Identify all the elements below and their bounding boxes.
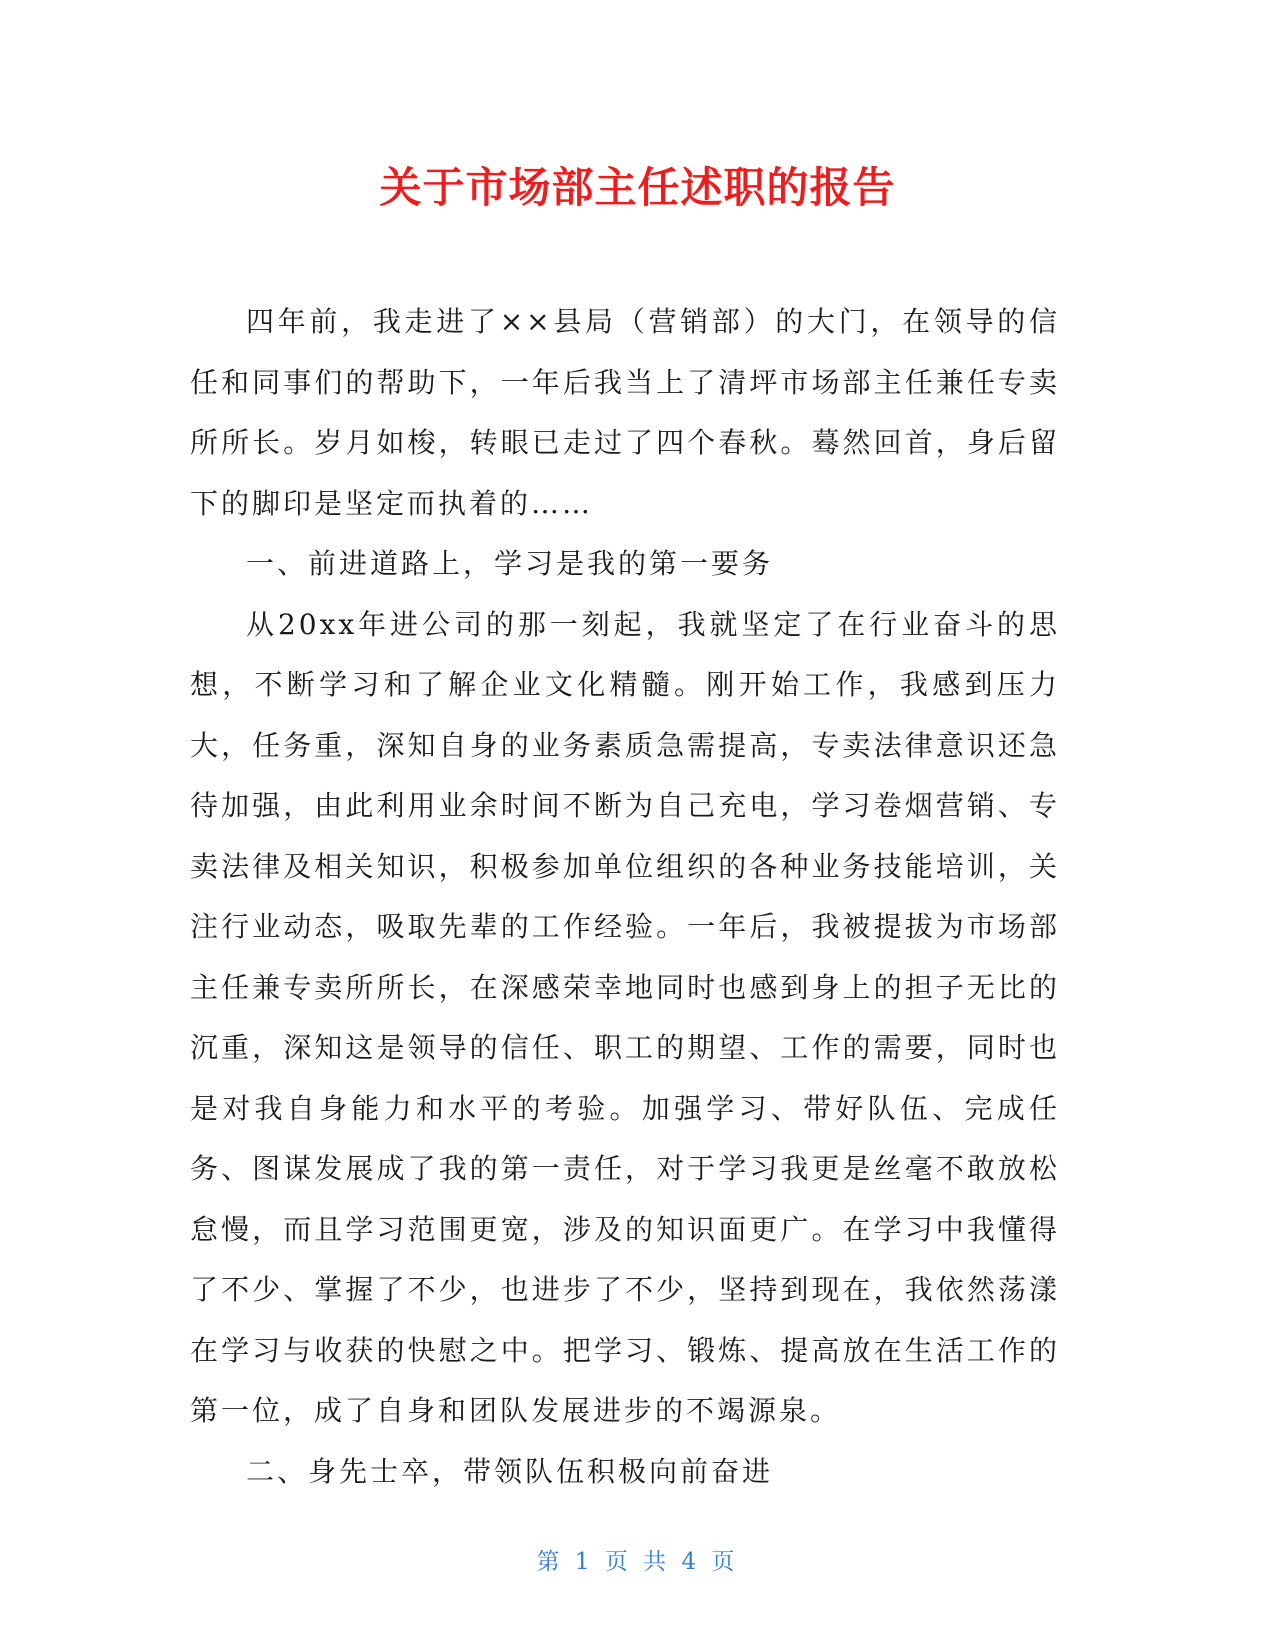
- paragraph-learning: 从20xx年进公司的那一刻起，我就坚定了在行业奋斗的思想，不断学习和了解企业文化精髓。刚开始工作，我感到压力大，任务重，深知自身的业务素质急需提高，专卖法律意识还急待加强，由此利用业余时间不断为自己充电，学习卷烟营销、专卖法律及相关知识，积极参加单位组织的各种业务技能培训，关注行业动态，吸取先辈的工作经验。一年后，我被提拔为市场部主任兼专卖所所长，在深感荣幸地同时也感到身上的担子无比的沉重，深知这是领导的信任、职工的期望、工作的需要，同时也是对我自身能力和水平的考验。加强学习、带好队伍、完成任务、图谋发展成了我的第一责任，对于学习我更是丝毫不敢放松怠慢，而且学习范围更宽，涉及的知识面更广。在学习中我懂得了不少、掌握了不少，也进步了不少，坚持到现在，我依然荡漾在学习与收获的快慰之中。把学习、锻炼、提高放在生活工作的第一位，成了自身和团队发展进步的不竭源泉。: [190, 607, 1060, 1427]
- paragraph-intro: 四年前，我走进了××县局（营销部）的大门，在领导的信任和同事们的帮助下，一年后我当上了清坪市场部主任兼任专卖所所长。岁月如梭，转眼已走过了四个春秋。蓦然回首，身后留下的脚印是坚定而执着的……: [190, 305, 1060, 520]
- section-heading-1: 一、前进道路上，学习是我的第一要务: [246, 547, 774, 580]
- section-heading-2: 二、身先士卒，带领队伍积极向前奋进: [246, 1454, 774, 1488]
- document-body: [190, 292, 1060, 1502]
- document-title: 关于市场部主任述职的报告: [379, 163, 896, 212]
- page-number-footer: 第 1 页 共 4 页: [536, 1549, 739, 1575]
